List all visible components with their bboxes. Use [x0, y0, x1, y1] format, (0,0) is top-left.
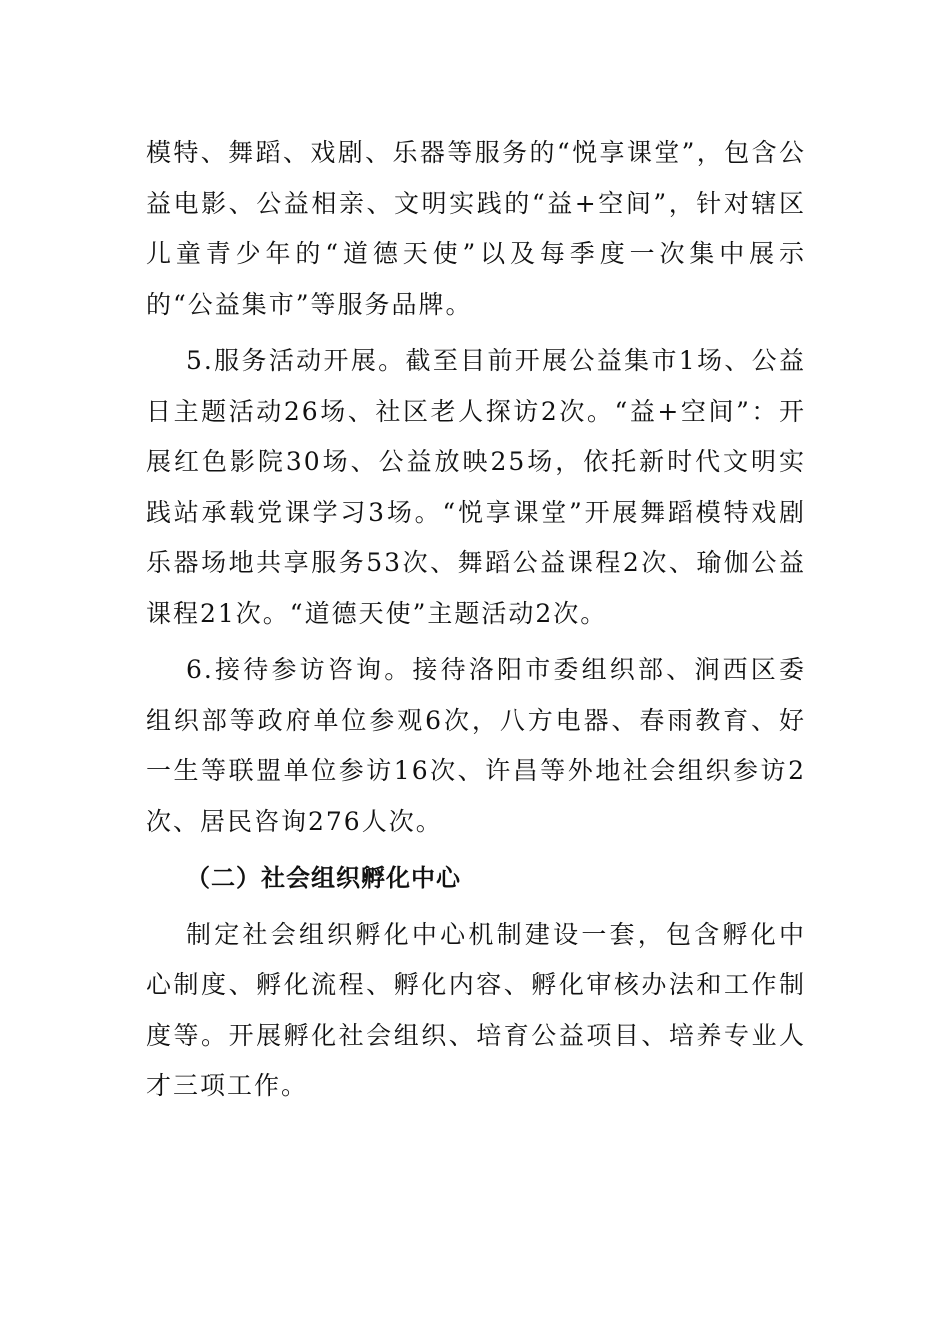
section-heading-incubation-center: （二）社会组织孵化中心	[186, 864, 461, 892]
paragraph-service-brands: 模特、舞蹈、戏剧、乐器等服务的“悦享课堂”，包含公益电影、公益相亲、文明实践的“益+空间”，针对辖区儿童青少年的“道德天使”以及每季度一次集中展示的“公益集市”等服务品牌。	[146, 138, 806, 319]
paragraph-service-activities: 5.服务活动开展。截至目前开展公益集市1场、公益日主题活动26场、社区老人探访2次。“益+空间”：开展红色影院30场、公益放映25场，依托新时代文明实践站承载党课学习3场。“悦享课堂”开展舞蹈模特戏剧乐器场地共享服务53次、舞蹈公益课程2次、瑜伽公益课程21次。“道德天使”主题活动2次。	[146, 346, 806, 628]
paragraph-incubation-mechanism: 制定社会组织孵化中心机制建设一套，包含孵化中心制度、孵化流程、孵化内容、孵化审核办法和工作制度等。开展孵化社会组织、培育公益项目、培养专业人才三项工作。	[146, 919, 806, 1100]
document-body	[146, 128, 806, 1112]
paragraph-visits-consultation: 6.接待参访咨询。接待洛阳市委组织部、涧西区委组织部等政府单位参观6次，八方电器、春雨教育、好一生等联盟单位参访16次、许昌等外地社会组织参访2次、居民咨询276人次。	[146, 655, 806, 836]
